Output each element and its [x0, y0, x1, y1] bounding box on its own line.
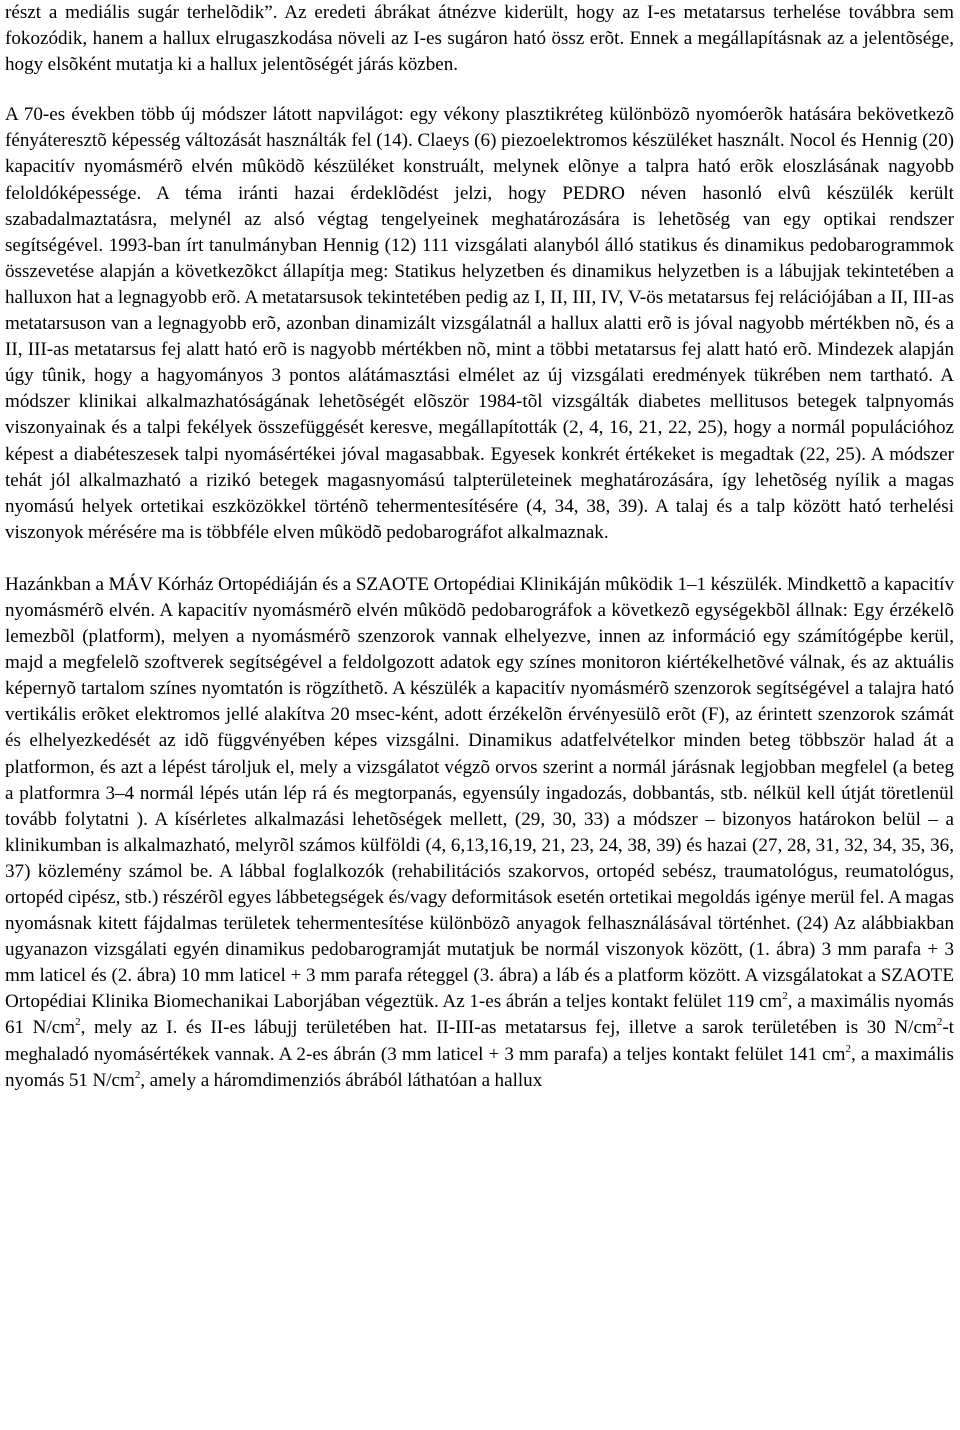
paragraph-history-methods: A 70-es években több új módszer látott napvilágot: egy vékony plasztikréteg különbözõ nyomóerõk hatására bekövetkezõ fényáteresztõ képesség változását használták fel (14). Claeys (6) piezoelektromos készüléket használt. Nocol és Hennig (20) kapacitív nyomásmérõ elvén mûködõ készüléket konstruált, melynek elõnye a talpra ható erõk eloszlásának nagyobb feloldóképessége. A téma iránti hazai érdeklõdést jelzi, hogy PEDRO néven hasonló elvû készülék került szabadalmaztatásra, melynél az alsó végtag tengelyeinek meghatározására is lehetõség van egy optikai rendszer segítségével. 1993-ban írt tanulmányban Hennig (12) 111 vizsgálati alanyból álló statikus és dinamikus pedobarogrammok összevetése alapján a következõkct állapítja meg: Statikus helyzetben és dinamikus helyzetben is a lábujjak tekintetében a halluxon hat a legnagyobb erõ. A metatarsusok tekintetében pedig az I, II, III, IV, V-ös metatarsus fej relációjában a II, III-as metatarsuson van a legnagyobb erõ, azonban dinamizált vizsgálatnál a hallux alatti erõ is jóval nagyobb mértékben nõ, és a II, III-as metatarsus fej alatt ható erõ is nagyobb mértékben nõ, mint a többi metatarsus fej alatt ható erõ. Mindezek alapján úgy tûnik, hogy a hagyományos 3 pontos alátámasztási elmélet az új vizsgálati eredmények tükrében nem tartható. A módszer klinikai alkalmazhatóságának lehetõségét elõször 1984-tõl vizsgálták diabetes mellitusos betegek talpnyomás viszonyainak és a talpi fekélyek összefüggését keresve, megállapították (2, 4, 16, 21, 22, 25), hogy a normál populációhoz képest a diabéteszesek talpi nyomásértékei jóval magasabbak. Egyesek konkrét értékeket is megadtak (22, 25). A módszer tehát jól alkalmazható a rizikó betegek magasnyomású talpterületeinek meghatározására, így lehetõség nyílik a magas nyomású helyek ortetikai eszközökkel történõ tehermentesítésére (4, 34, 38, 39). A talaj és a talp között ható terhelési viszonyok mérésére ma is többféle elven mûködõ pedobarográfot alkalmaznak.	[5, 104, 954, 543]
superscript-exponent: 2	[782, 990, 788, 1003]
superscript-exponent: 2	[936, 1016, 943, 1029]
text-run: , amely a háromdimenziós ábrából láthatóan a hallux	[140, 1069, 543, 1091]
text-run: Hazánkban a MÁV Kórház Ortopédiáján és a SZAOTE Ortopédiai Klinikáján mûködik 1–1 készülék. Mindkettõ a kapacitív nyomásmérõ elvén. A kapacitív nyomásmérõ elvén mûködõ pedobarográfok a következõ egységekbõl állnak: Egy érzékelõ lemezbõl (platform), melyen a nyomásmérõ szenzorok vannak elhelyezve, innen az információ egy számítógépbe kerül, majd a megfelelõ szoftverek segítségével a feldolgozott adatok egy színes monitoron kiértékelhetõvé válnak, és az aktuális képernyõ tartalom színes nyomtatón is rögzíthetõ. A készülék a kapacitív nyomásmérõ szenzorok segítségével a talajra ható vertikális erõket elektromos jellé alakítva 20 msec-ként, adott érzékelõn érvényesülõ erõt (F), az érintett szenzorok számát és elhelyezkedését az idõ függvényében képes vizsgálni. Dinamikus adatfelvételkor minden beteg többször halad át a platformon, és azt a lépést tároljuk el, mely a vizsgálatot végzõ orvos szerint a normál járásnak legjobban megfelel (a beteg a platformra 3–4 normál lépés után lép rá és megtorpanás, egyensúly ingadozás, dobbantás, stb. nélkül kell útját töretlenül tovább folytatni ). A kísérletes alkalmazási lehetõségek mellett, (29, 30, 33) a módszer – bizonyos határokon belül – a klinikumban is alkalmazható, melyrõl számos külföldi (4, 6,13,16,19, 21, 23, 24, 38, 39) és hazai (27, 28, 31, 32, 34, 35, 36, 37) közlemény számol be. A lábbal foglalkozók (rehabilitációs szakorvos, ortopéd sebész, traumatológus, reumatológus, ortopéd cipész, stb.) részérõl egyes lábbetegségek és/vagy deformitások esetén ortetikai megoldás igénye merül fel. A magas nyomásnak kitett fájdalmas területek tehermentesítése különbözõ anyagok felhasználásával történhet. (24) Az alábbiakban ugyanazon vizsgálati egyén dinamikus pedobarogramját mutatjuk be normál viszonyok között, (1. ábra) 3 mm parafa + 3 mm laticel és (2. ábra) 10 mm laticel + 3 mm parafa réteggel (3. ábra) a láb és a platform között. A vizsgálatokat a SZAOTE Ortopédiai Klinika Biomechanikai Laborjában végeztük. Az 1-es ábrán a teljes kontakt felület 119 cm	[5, 573, 954, 1013]
paragraph-spacer	[5, 78, 954, 102]
superscript-exponent: 2	[845, 1042, 851, 1055]
text-run: , mely az I. és II-es lábujj területében hat. II-III-as metatarsus fej, illetve a sarok területében is 30 N/cm	[80, 1017, 937, 1039]
paragraph-continuation: részt a mediális sugár terhelõdik”. Az eredeti ábrákat átnézve kiderült, hogy az I-es metatarsus terhelése továbbra sem fokozódik, hanem a hallux elrugaszkodása növeli az I-es sugáron ható össz erõt. Ennek a megállapításnak az a jelentõsége, hogy elsõként mutatja ki a hallux jelentõségét járás közben.	[5, 2, 954, 76]
paragraph-spacer	[5, 546, 954, 572]
text-run: , a maximális nyomás 51 N/cm	[5, 1043, 954, 1091]
superscript-exponent: 2	[75, 1016, 81, 1029]
text-run: -t meghaladó nyomásértékek vannak. A 2-es ábrán (3 mm laticel + 3 mm parafa) a teljes kontakt felület 141 cm	[5, 1017, 954, 1065]
text-run: , a maximális nyomás 61 N/cm	[5, 991, 954, 1039]
superscript-exponent: 2	[134, 1068, 141, 1081]
paragraph-hungarian-devices	[5, 572, 954, 1094]
